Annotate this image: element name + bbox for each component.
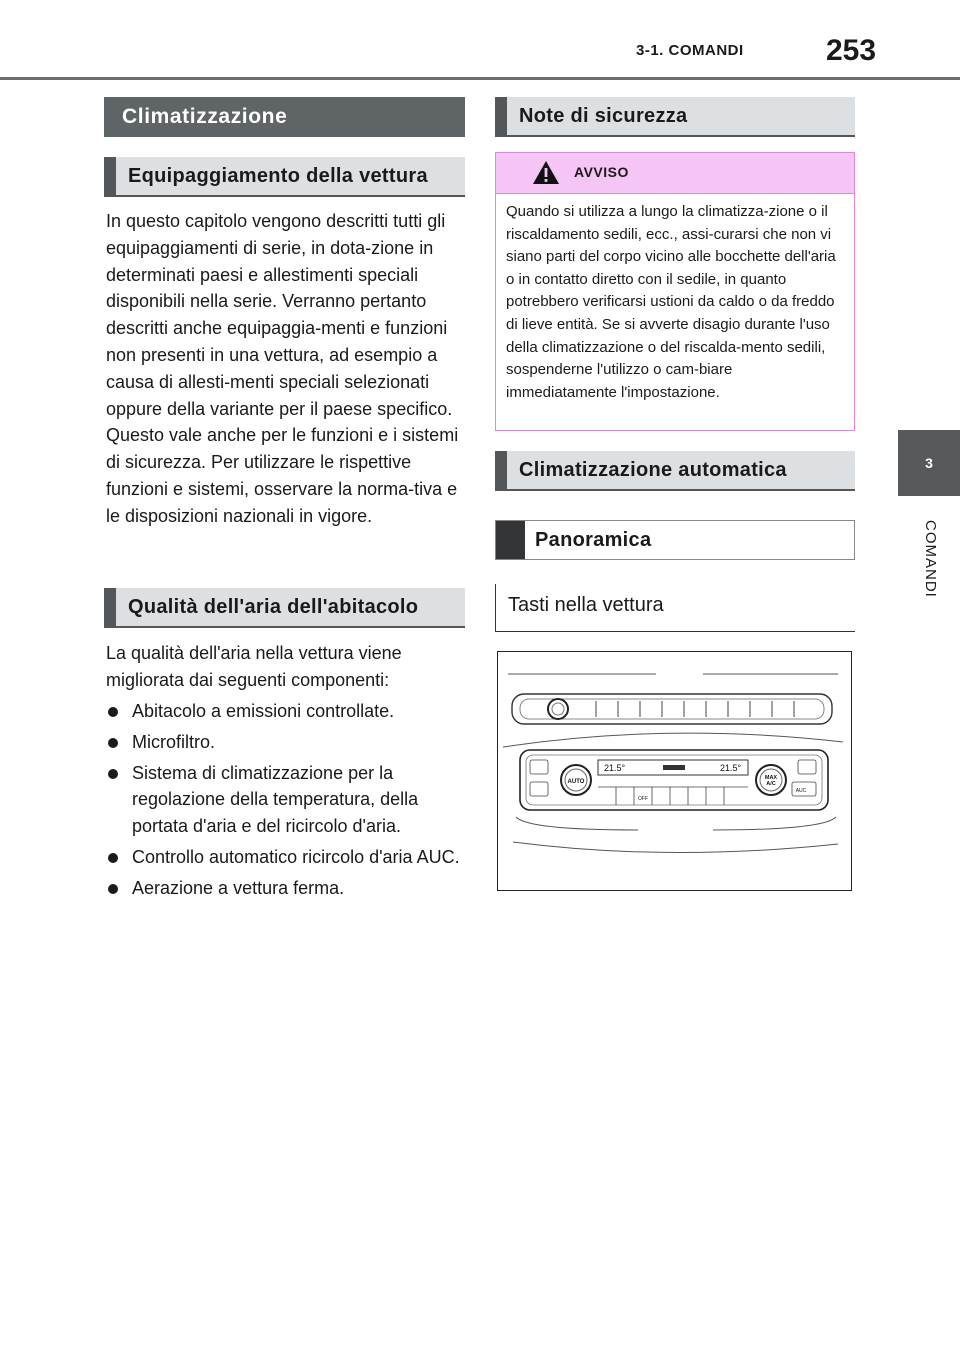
warning-title: AVVISO: [574, 164, 629, 180]
off-button-label: OFF: [638, 796, 648, 802]
temp-left-display: 21.5°: [604, 763, 626, 773]
list-item: [106, 698, 476, 725]
auc-button-label: AUC: [795, 788, 807, 794]
subheading-text: Tasti nella vettura: [508, 594, 664, 616]
chapter-tab: [898, 430, 960, 496]
warning-header: [496, 153, 854, 194]
bullet-icon: [108, 853, 118, 863]
running-header-section: 3-1. COMANDI: [636, 42, 744, 59]
heading-text: Equipaggiamento della vettura: [128, 164, 428, 187]
heading-bar: [495, 451, 507, 489]
heading-note-sicurezza: [495, 97, 855, 137]
heading-text: Panoramica: [535, 528, 652, 551]
air-quality-paragraph: La qualità dell'aria nella vettura viene migliorata dai seguenti componenti:: [106, 643, 402, 690]
components-list: [106, 698, 476, 906]
list-item: [106, 875, 476, 902]
list-item-text: Sistema di climatizzazione per la regolazione della temperatura, della portata d'aria e del ricircolo d'aria.: [132, 762, 419, 837]
equipment-paragraph: In questo capitolo vengono descritti tutti gli equipaggiamenti di serie, in dota-zione in determinati paesi e allestimenti speciali disponibili nella serie. Verranno pertanto descritti anche equipaggia-menti e funzioni non presenti in una vettura, ad esempio a causa di allesti-menti speciali selezionati oppure della variante per il paese specifico. Questo vale anche per le funzioni e i sistemi di sicurezza. Per utilizzare le rispettive funzioni e sistemi, osservare la norma-tiva e le disposizioni nazionali in vigore.: [106, 211, 459, 526]
heading-text: Note di sicurezza: [519, 104, 688, 127]
chapter-number: 3: [925, 455, 933, 471]
heading-bar: [104, 157, 116, 195]
heading-panoramica: [495, 520, 855, 560]
list-item: [106, 760, 476, 840]
bullet-icon: [108, 738, 118, 748]
heading-bar: [495, 97, 507, 135]
list-item-text: Abitacolo a emissioni controllate.: [132, 701, 395, 721]
list-item: [106, 729, 476, 756]
list-item-text: Microfiltro.: [132, 731, 216, 752]
heading-bar: [104, 588, 116, 626]
bullet-icon: [108, 884, 118, 894]
climate-panel-drawing: [498, 652, 850, 889]
heading-equipaggiamento: [104, 157, 465, 197]
bullet-icon: [108, 707, 118, 717]
list-item-text: Aerazione a vettura ferma.: [132, 877, 345, 898]
subheading-tasti: [495, 584, 855, 632]
temp-right-display: 21.5°: [720, 763, 742, 773]
page-number: 253: [826, 34, 877, 67]
heading-text: Qualità dell'aria dell'abitacolo: [128, 595, 419, 618]
climate-panel-figure: [497, 651, 852, 891]
list-item-text: Controllo automatico ricircolo d'aria AUC.: [132, 846, 460, 867]
heading-climatizzazione-automatica: [495, 451, 855, 491]
auto-knob-label: AUTO: [567, 779, 585, 785]
chapter-label: COMANDI: [922, 520, 939, 598]
section-title-climatizzazione: [104, 97, 465, 137]
header-rule: [0, 77, 960, 80]
list-item: [106, 844, 476, 871]
heading-qualita-aria: [104, 588, 465, 628]
heading-bar: [496, 521, 525, 559]
warning-triangle-icon: [532, 160, 560, 185]
max-knob-label: MAX: [764, 775, 778, 781]
warning-text: Quando si utilizza a lungo la climatizza-zione o il riscaldamento sedili, ecc., assi-curarsi che non vi siano parti del corpo vicino alle bocchette dell'aria o in contatto diretto con il sedile, in quanto potrebbero verificarsi ustioni da caldo o da freddo di lieve entità. Se si avverte disagio durante l'uso della climatizzazione o del riscalda-mento sedili, sospenderne l'utilizzo o cam-biare immediatamente l'impostazione.: [506, 203, 836, 401]
warning-box: [495, 152, 855, 431]
ac-knob-label: A/C: [766, 781, 776, 787]
heading-text: Climatizzazione automatica: [519, 458, 787, 481]
section-title-text: Climatizzazione: [122, 105, 288, 128]
bullet-icon: [108, 769, 118, 779]
